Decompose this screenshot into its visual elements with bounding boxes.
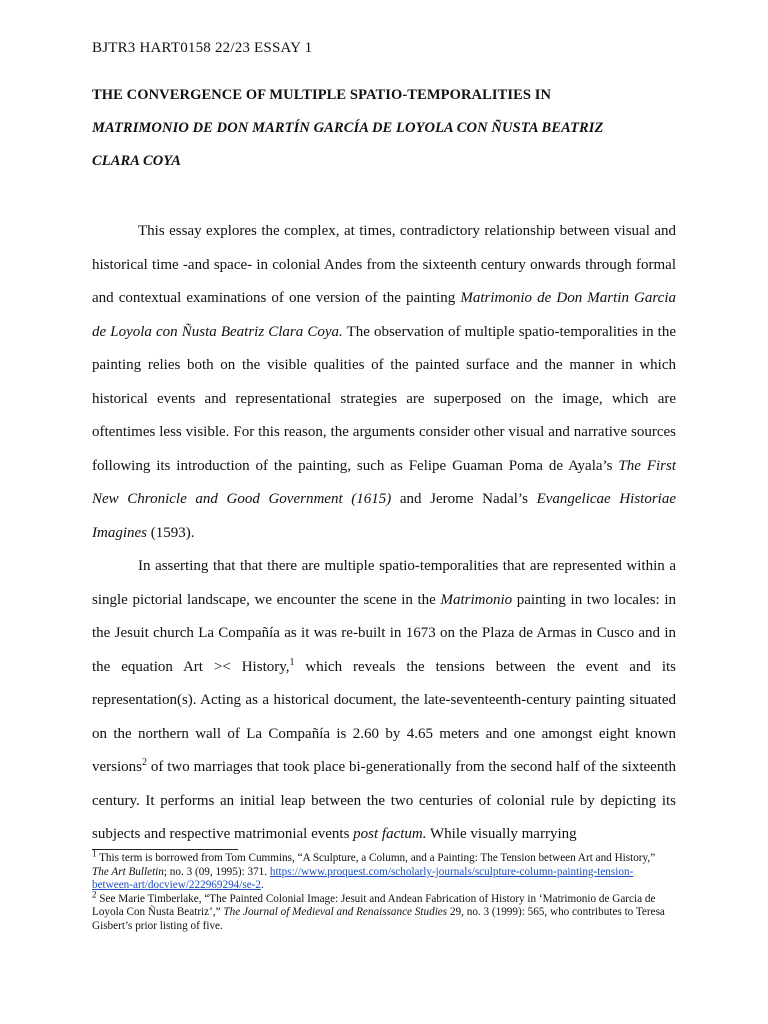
footnote-ref-1[interactable]: 1 <box>289 656 295 668</box>
essay-body <box>92 215 676 852</box>
title-line-2: MATRIMONIO DE DON MARTÍN GARCÍA DE LOYOLA CON ÑUSTA BEATRIZ <box>92 120 604 136</box>
footnote-1-journal: The Art Bulletin <box>92 865 164 878</box>
p2-post-factum: post factum. <box>353 826 427 842</box>
footnote-2-text-a: See Marie Timberlake, “The Painted Colonial Image: Jesuit and Andean Fabrication of History in ‘Matrimonio de Garcia de Loyola Con Ñusta Beatriz’,” <box>92 892 656 919</box>
footnote-2-marker: 2 <box>92 889 97 900</box>
footnote-ref-2[interactable]: 2 <box>142 757 147 768</box>
p2-matrimonio: Matrimonio <box>440 591 513 608</box>
footnote-1-text-c: . <box>261 879 264 892</box>
footnote-2-text-b: 29, no. 3 (1999): 565, who contributes to Teresa Gisbert’s prior listing of five. <box>92 906 665 932</box>
p1-painting-title: Matrimonio de Don Martin Garcia de Loyola con Ñusta Beatriz Clara Coya. <box>92 290 677 340</box>
footnote-1-text-b: ; no. 3 (09, 1995): 371. <box>163 865 270 878</box>
p2-text-c: which reveals the tensions between the event and its representation(s). Acting as a historical document, the late-seventeenth-century painting situated on the northern wall of La Compañía is 2.60 by 4.65 meters and one amongst eight known versions <box>92 658 676 775</box>
footnote-1-link[interactable]: https://www.proquest.com/scholarly-journals/sculpture-column-painting-tension-between-art/docview/222969294/se-2 <box>92 865 634 892</box>
title-line-3: CLARA COYA <box>92 153 181 169</box>
footnote-1 <box>92 848 672 893</box>
p1-nadal-title: Evangelicae Historiae Imagines <box>92 491 676 541</box>
footnote-2 <box>92 889 672 934</box>
footnote-2-journal: The Journal of Medieval and Renaissance Studies <box>223 906 448 919</box>
p1-chronicle-title: The First New Chronicle and Good Government (1615) <box>92 457 676 507</box>
paragraph-2 <box>92 550 676 852</box>
p2-text-e: While visually marrying <box>426 826 577 842</box>
p1-text-b: The observation of multiple spatio-temporalities in the painting relies both on the visible qualities of the painted surface and the manner in which historical events and representational strategies are superposed on the image, which are oftentimes less visible. For this reason, the arguments consider other visual and narrative sources following its introduction of the painting, such as Felipe Guaman Poma de Ayala’s <box>92 323 676 474</box>
footnotes <box>92 848 672 934</box>
title-line-1: THE CONVERGENCE OF MULTIPLE SPATIO-TEMPORALITIES IN <box>92 87 552 103</box>
p2-text-a: In asserting that that there are multiple spatio-temporalities that are represented within a single pictorial landscape, we encounter the scene in the <box>92 558 676 608</box>
footnote-1-marker: 1 <box>92 848 97 859</box>
p1-text-a: This essay explores the complex, at times, contradictory relationship between visual and historical time -and space- in colonial Andes from the sixteenth century onwards through formal and contextual examinations of one version of the painting <box>92 223 676 306</box>
p1-text-d: (1593). <box>147 524 195 541</box>
footnote-divider <box>92 849 238 850</box>
running-header: BJTR3 HART0158 22/23 ESSAY 1 <box>92 40 313 56</box>
footnote-1-text-a: This term is borrowed from Tom Cummins, “A Sculpture, a Column, and a Painting: The Tension between Art and History,” <box>96 852 656 864</box>
paragraph-1 <box>92 215 676 550</box>
p1-text-c: and Jerome Nadal’s <box>391 491 537 507</box>
p2-text-b: painting in two locales: in the Jesuit church La Compañía as it was re-built in 1673 on the Plaza de Armas in Cusco and in the equation Art >< History, <box>92 591 677 675</box>
p2-text-d: of two marriages that took place bi-generationally from the second half of the sixteenth century. It performs an initial leap between the two centuries of colonial rule by depicting its subjects and respective matrimonial events <box>92 759 676 842</box>
